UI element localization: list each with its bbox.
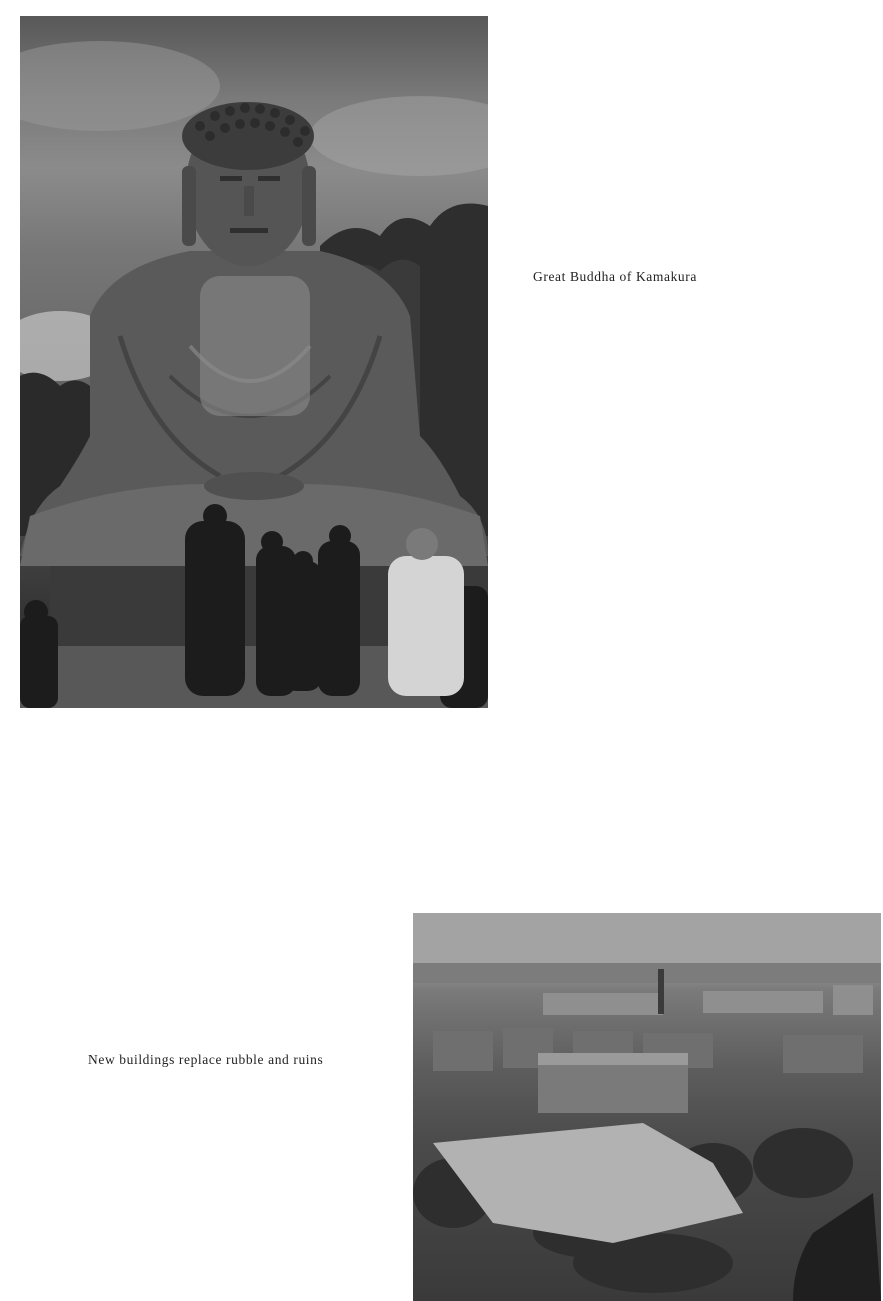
city-photo (413, 913, 881, 1301)
city-photo-illustration (413, 913, 881, 1301)
buddha-photo-illustration (20, 16, 488, 708)
city-caption: New buildings replace rubble and ruins (88, 1052, 324, 1067)
buddha-caption: Great Buddha of Kamakura (533, 269, 697, 284)
buddha-photo (20, 16, 488, 708)
